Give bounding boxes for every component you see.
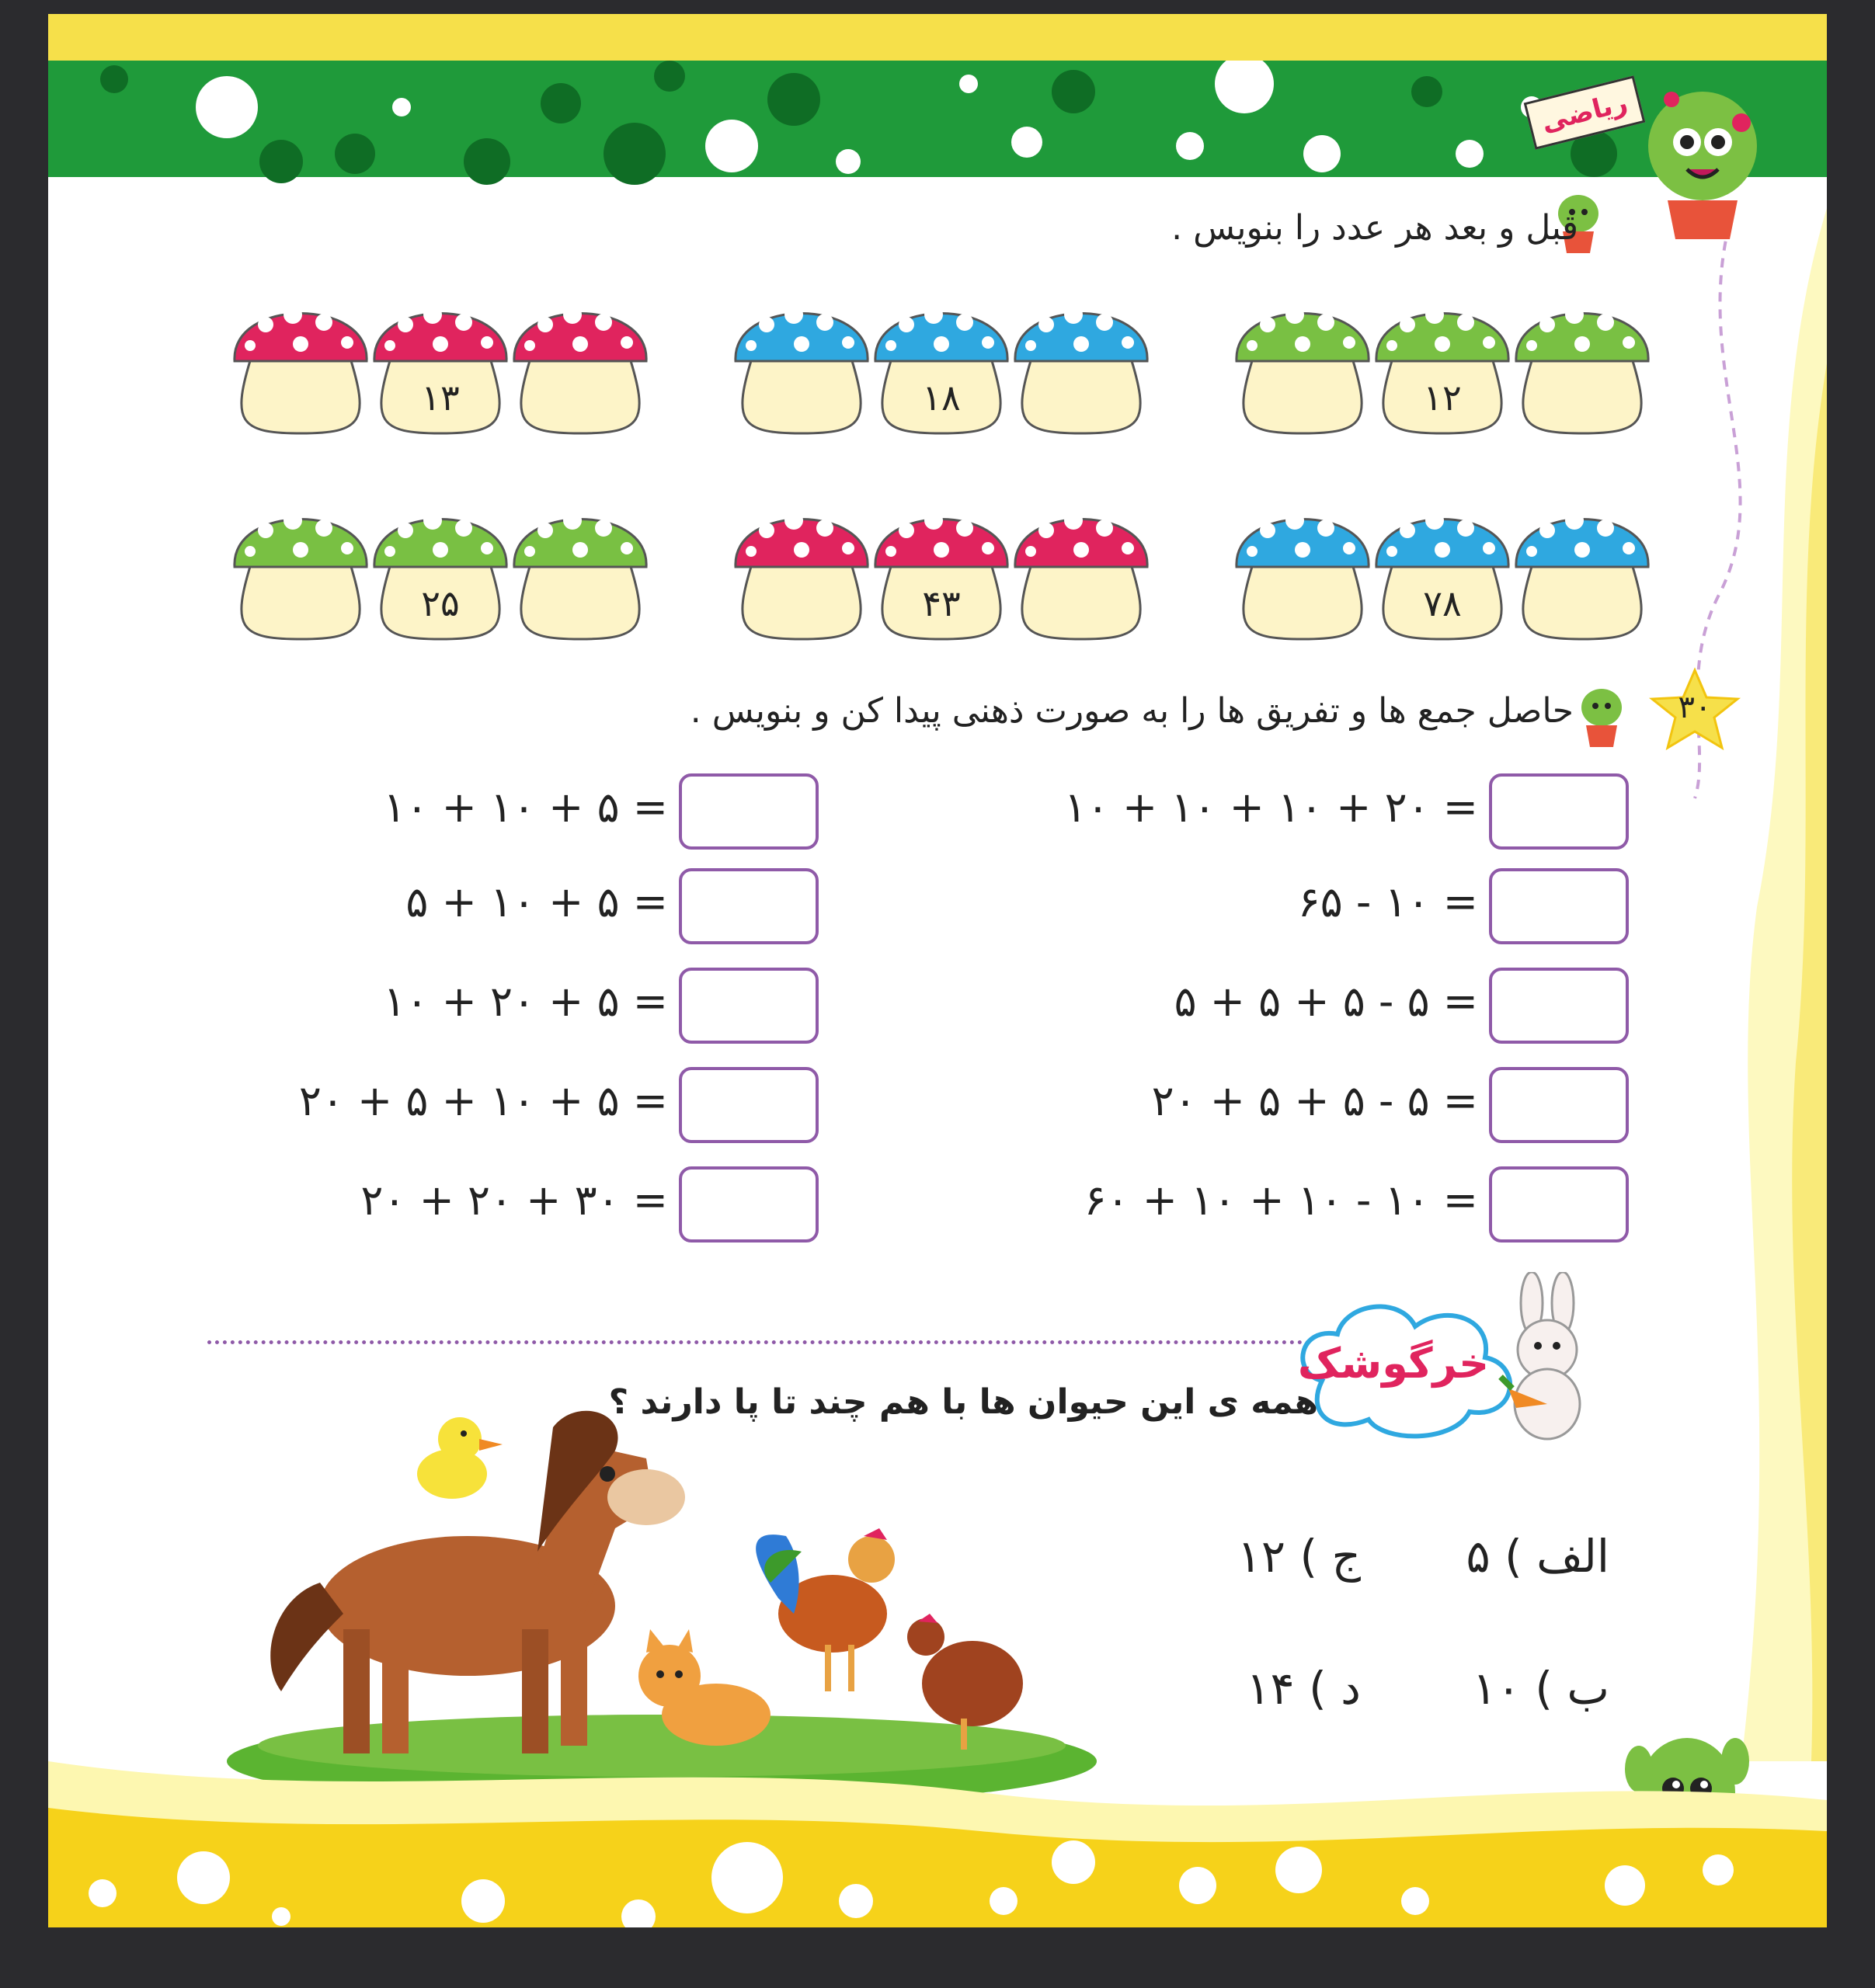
left_column-expression: ۱۰ + ۱۰ + ۵ = (383, 783, 668, 832)
mushroom[interactable] (1516, 305, 1648, 433)
mushroom[interactable] (235, 511, 367, 639)
mushroom[interactable] (1237, 511, 1369, 639)
page-number-star (1648, 666, 1741, 752)
mushroom[interactable] (1015, 305, 1147, 433)
mushroom[interactable] (736, 511, 868, 639)
left_column-expression: ۲۰ + ۲۰ + ۳۰ = (360, 1176, 668, 1225)
answer-box[interactable] (1489, 868, 1629, 944)
right_column-expression: ۲۰ + ۵ + ۵ - ۵ = (1151, 1076, 1478, 1125)
rooster-icon (756, 1528, 895, 1691)
left_column-expression: ۱۰ + ۲۰ + ۵ = (383, 977, 668, 1026)
answer-box[interactable] (1489, 968, 1629, 1044)
mushroom[interactable] (1516, 511, 1648, 639)
section3-question: همه ی این حیوان ها با هم چند تا پا دارند ؟ (608, 1382, 1318, 1422)
mushroom[interactable] (1237, 305, 1369, 433)
mushroom-rows (48, 14, 1827, 674)
answer-box[interactable] (1489, 1166, 1629, 1242)
left_column-expression: ۵ + ۱۰ + ۵ = (405, 878, 668, 926)
mushroom-number: ۲۵ (421, 582, 460, 624)
answer-box[interactable] (1489, 1067, 1629, 1143)
mushroom-number: ۱۸ (922, 377, 961, 419)
exercise2-instruction: حاصل جمع ها و تفریق ها را به صورت ذهنی پیدا کن و بنویس . (690, 691, 1574, 731)
exercise1-instruction: قبل و بعد هر عدد را بنویس . (1171, 208, 1578, 248)
right_column-expression: ۱۰ + ۱۰ + ۱۰ + ۲۰ = (1063, 783, 1478, 832)
left_column-expression: ۲۰ + ۵ + ۱۰ + ۵ = (298, 1076, 668, 1125)
option-jim[interactable]: ج ) ۱۲ (1237, 1530, 1361, 1583)
mushroom-number: ۴۳ (922, 582, 961, 624)
mushroom-number: ۷۸ (1423, 582, 1462, 624)
small-cactus-icon (1574, 680, 1629, 750)
mushroom[interactable] (1015, 511, 1147, 639)
mushroom[interactable] (514, 511, 646, 639)
option-alef[interactable]: الف ) ۵ (1466, 1530, 1609, 1583)
mushroom-number: ۱۳ (421, 377, 460, 419)
option-dal[interactable]: د ) ۱۴ (1246, 1662, 1361, 1715)
dotted-divider (207, 1340, 1349, 1344)
badge-label: خرگوشک (1297, 1339, 1489, 1388)
answer-box[interactable] (1489, 773, 1629, 850)
answer-box[interactable] (679, 868, 819, 944)
answer-box[interactable] (679, 1067, 819, 1143)
duck-icon (417, 1417, 503, 1499)
right_column-expression: ۶۵ - ۱۰ = (1297, 878, 1478, 926)
right_column-expression: ۵ + ۵ + ۵ - ۵ = (1174, 977, 1478, 1026)
mushroom[interactable] (235, 305, 367, 433)
right_column-expression: ۶۰ + ۱۰ + ۱۰ - ۱۰ = (1084, 1176, 1478, 1225)
mushroom[interactable] (736, 305, 868, 433)
answer-box[interactable] (679, 968, 819, 1044)
mushroom[interactable] (514, 305, 646, 433)
rabbit-icon (1477, 1272, 1602, 1451)
mushroom-number: ۱۲ (1423, 377, 1462, 419)
answer-box[interactable] (679, 773, 819, 850)
bottom-yellow-wave (48, 1738, 1827, 1927)
answer-box[interactable] (679, 1166, 819, 1242)
worksheet-page (48, 14, 1827, 1927)
option-be[interactable]: ب ) ۱۰ (1472, 1662, 1609, 1715)
subject-tab-label: ریاضی (1538, 87, 1631, 138)
page-number: ۳۰ (1678, 690, 1712, 725)
